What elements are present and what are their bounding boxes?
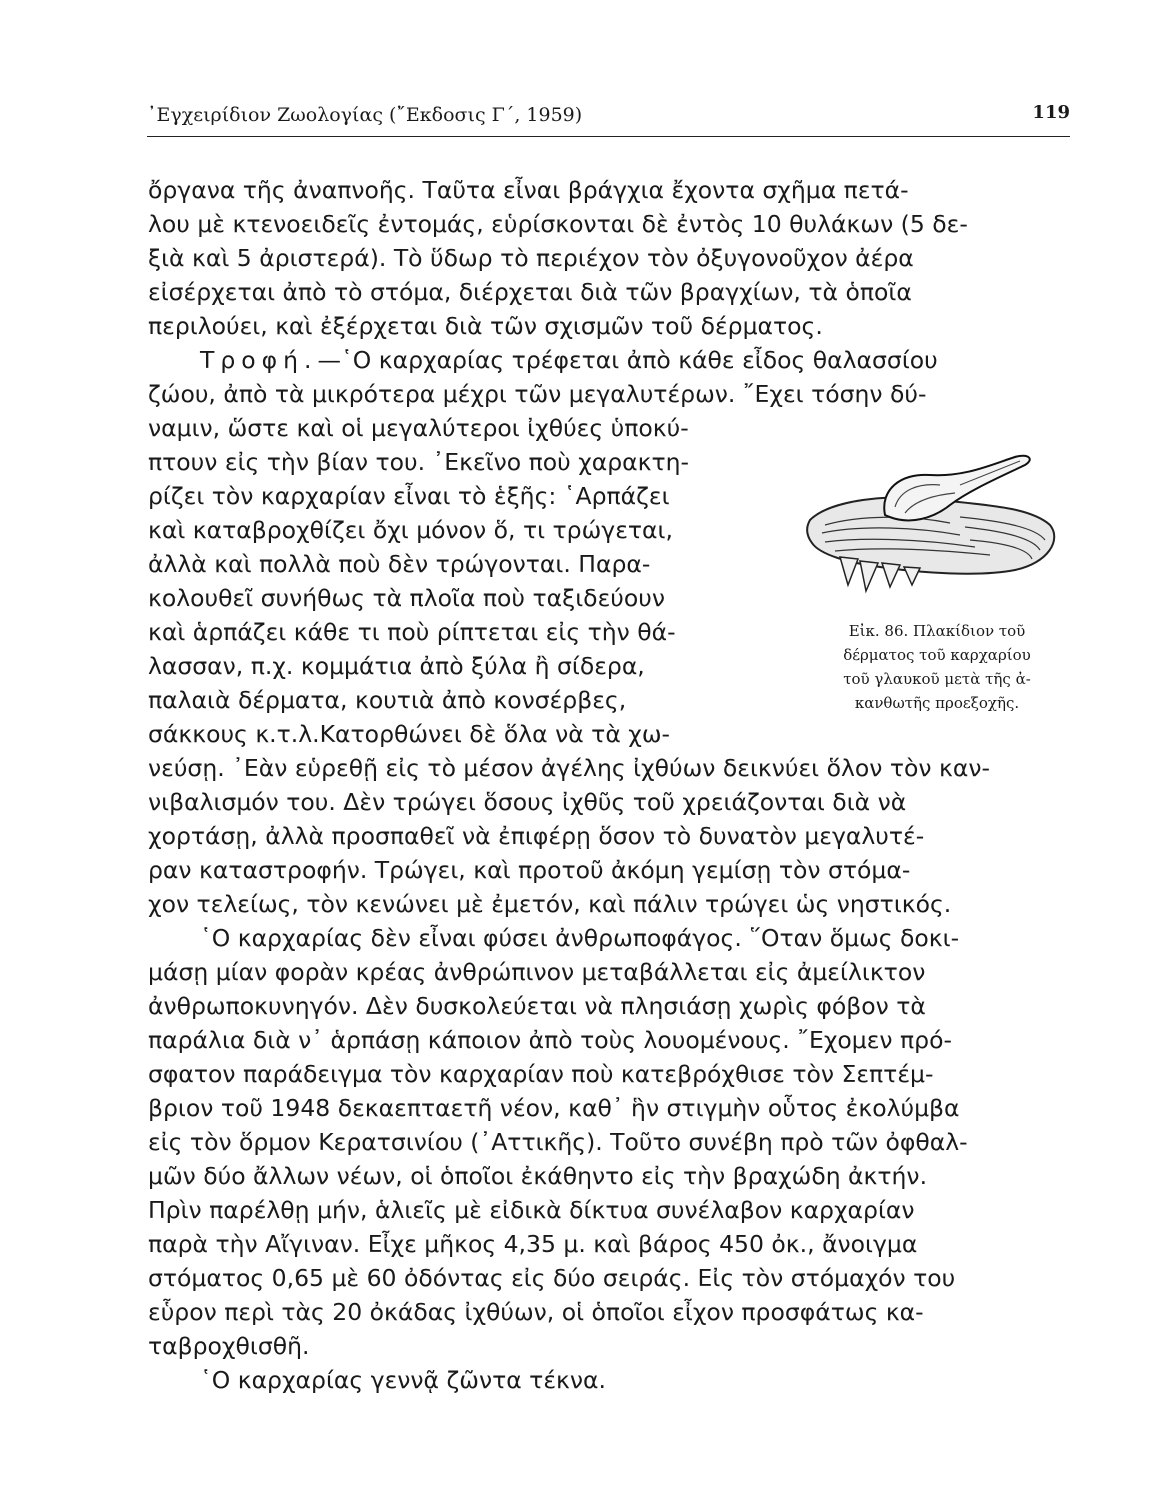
body-line: ἀλλὰ καὶ πολλὰ ποὺ δὲν τρώγονται. Παρα- [148, 550, 651, 578]
body-line: παρὰ τὴν Αἴγιναν. Εἶχε μῆκος 4,35 μ. καὶ βάρος 450 ὀκ., ἄνοιγμα [148, 1230, 918, 1258]
body-line: κολουθεῖ συνήθως τὰ πλοῖα ποὺ ταξιδεύουν [148, 584, 665, 612]
body-line: ξιὰ καὶ 5 ἀριστερά). Τὸ ὕδωρ τὸ περιέχον τὸν ὀξυγονοῦχον ἀέρα [148, 244, 914, 272]
body-line: ῾Ο καρχαρίας γεννᾷ ζῶντα τέκνα. [200, 1366, 606, 1394]
body-line: ζώου, ἀπὸ τὰ μικρότερα μέχρι τῶν μεγαλυτέρων. ῎Εχει τόσην δύ- [148, 380, 927, 408]
trophe-paragraph-start [200, 343, 938, 377]
body-line: ἀνθρωποκυνηγόν. Δὲν δυσκολεύεται νὰ πλησιάσῃ χωρὶς φόβον τὰ [148, 992, 926, 1020]
body-line: ταβροχθισθῆ. [148, 1332, 310, 1360]
body-line: στόματος 0,65 μὲ 60 ὀδόντας εἰς δύο σειράς. Εἰς τὸν στόμαχόν του [148, 1264, 956, 1292]
body-line: νιβαλισμόν του. Δὲν τρώγει ὅσους ἰχθῦς τοῦ χρειάζονται διὰ νὰ [148, 788, 907, 816]
body-line: σφατον παράδειγμα τὸν καρχαρίαν ποὺ κατεβρόχθισε τὸν Σεπτέμ- [148, 1060, 934, 1088]
body-line: χον τελείως, τὸν κενώνει μὲ ἐμετόν, καὶ πάλιν τρώγει ὡς νηστικός. [148, 890, 952, 918]
body-line: ναμιν, ὥστε καὶ οἱ μεγαλύτεροι ἰχθύες ὑποκύ- [148, 414, 689, 442]
running-header [147, 98, 1070, 137]
body-line: βριον τοῦ 1948 δεκαεπταετῆ νέον, καθ᾿ ἣν στιγμὴν οὗτος ἐκολύμβα [148, 1094, 960, 1122]
body-line: εἰσέρχεται ἀπὸ τὸ στόμα, διέρχεται διὰ τῶν βραγχίων, τὰ ὁποῖα [148, 278, 912, 306]
body-line: Πρὶν παρέλθῃ μήν, ἁλιεῖς μὲ εἰδικὰ δίκτυα συνέλαβον καρχαρίαν [148, 1196, 915, 1224]
body-line: —῾Ο καρχαρίας τρέφεται ἀπὸ κάθε εἶδος θαλασσίου [317, 346, 938, 374]
body-line: πτουν εἰς τὴν βίαν του. ᾿Εκεῖνο ποὺ χαρακτη- [148, 448, 690, 476]
body-line: παράλια διὰ ν᾿ ἁρπάσῃ κάποιον ἀπὸ τοὺς λουομένους. ῎Εχομεν πρό- [148, 1026, 952, 1054]
body-line: παλαιὰ δέρματα, κουτιὰ ἀπὸ κονσέρβες, [148, 686, 627, 714]
shark-scale-illustration [800, 445, 1068, 617]
body-line: ραν καταστροφήν. Τρώγει, καὶ προτοῦ ἀκόμη γεμίσῃ τὸν στόμα- [148, 856, 911, 884]
body-line: εἰς τὸν ὅρμον Κερατσινίου (᾿Αττικῆς). Τοῦτο συνέβη πρὸ τῶν ὀφθαλ- [148, 1128, 968, 1156]
body-line: ὄργανα τῆς ἀναπνοῆς. Ταῦτα εἶναι βράγχια ἔχοντα σχῆμα πετά- [148, 176, 909, 204]
figure-caption-line: δέρματος τοῦ καρχαρίου [843, 646, 1031, 664]
section-heading: Τροφή. [200, 346, 318, 374]
body-line: περιλούει, καὶ ἐξέρχεται διὰ τῶν σχισμῶν τοῦ δέρματος. [148, 312, 823, 340]
body-line: λασσαν, π.χ. κομμάτια ἀπὸ ξύλα ἢ σίδερα, [148, 652, 645, 680]
body-line: σάκκους κ.τ.λ.Κατορθώνει δὲ ὅλα νὰ τὰ χω- [148, 720, 671, 748]
body-line: καὶ ἁρπάζει κάθε τι ποὺ ρίπτεται εἰς τὴν θά- [148, 618, 676, 646]
body-line: εὗρον περὶ τὰς 20 ὀκάδας ἰχθύων, οἱ ὁποῖοι εἶχον προσφάτως κα- [148, 1298, 924, 1326]
page-number: 119 [1032, 102, 1070, 123]
body-line: χορτάσῃ, ἀλλὰ προσπαθεῖ νὰ ἐπιφέρῃ ὅσον τὸ δυνατὸν μεγαλυτέ- [148, 822, 925, 850]
figure-caption-line: κανθωτῆς προεξοχῆς. [854, 694, 1020, 712]
placoid-scale-drawing [800, 445, 1068, 617]
figure-caption-line: Εἰκ. 86. Πλακίδιον τοῦ [848, 622, 1026, 640]
body-line: λου μὲ κτενοειδεῖς ἐντομάς, εὑρίσκονται δὲ ἐντὸς 10 θυλάκων (5 δε- [148, 210, 968, 238]
body-line: ρίζει τὸν καρχαρίαν εἶναι τὸ ἑξῆς: ῾Αρπάζει [148, 482, 670, 510]
body-line: ῾Ο καρχαρίας δὲν εἶναι φύσει ἀνθρωποφάγος. ῞Οταν ὅμως δοκι- [200, 924, 960, 952]
body-line: καὶ καταβροχθίζει ὄχι μόνον ὅ, τι τρώγεται, [148, 516, 673, 544]
body-line: μῶν δύο ἄλλων νέων, οἱ ὁποῖοι ἐκάθηντο εἰς τὴν βραχώδη ἀκτήν. [148, 1162, 928, 1190]
header-title: ᾿Εγχειρίδιον Ζωολογίας (῎Εκδοσις Γ΄, 1959) [147, 104, 583, 126]
figure-caption-line: τοῦ γλαυκοῦ μετὰ τῆς ἀ- [843, 670, 1031, 688]
body-line: μάσῃ μίαν φορὰν κρέας ἀνθρώπινον μεταβάλλεται εἰς ἀμείλικτον [148, 958, 926, 986]
body-line: νεύσῃ. ᾿Εὰν εὑρεθῇ εἰς τὸ μέσον ἀγέλης ἰχθύων δεικνύει ὅλον τὸν καν- [148, 754, 990, 782]
